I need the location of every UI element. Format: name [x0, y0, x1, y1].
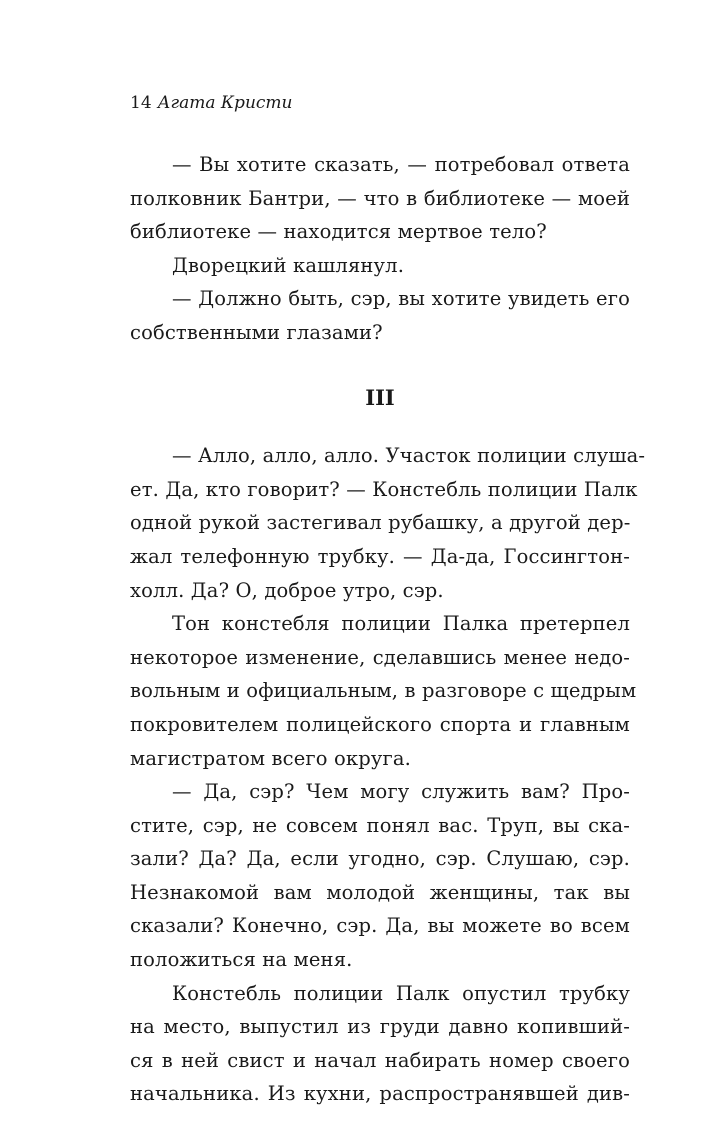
- author-name: Агата Кристи: [157, 93, 293, 113]
- text-line: — Да, сэр? Чем могу служить вам? Про-: [172, 780, 630, 804]
- text-line: библиотеке — находится мертвое тело?: [130, 220, 547, 244]
- text-line: — Должно быть, сэр, вы хотите увидеть его: [172, 287, 630, 311]
- text-block-part-1: [130, 148, 630, 350]
- text-line: холл. Да? О, доброе утро, сэр.: [130, 578, 444, 602]
- text-line: сказали? Конечно, сэр. Да, вы можете во всем: [130, 914, 630, 938]
- text-line: некоторое изменение, сделавшись менее недо-: [130, 645, 630, 669]
- text-line: полковник Бантри, — что в библиотеке — моей: [130, 186, 630, 210]
- running-head: [130, 92, 630, 114]
- text-line: собственными глазами?: [130, 320, 383, 344]
- text-line: — Алло, алло, алло. Участок полиции слуша-: [172, 444, 646, 468]
- text-line: ся в ней свист и начал набирать номер своего: [130, 1048, 630, 1072]
- text-line: Констебль полиции Палк опустил трубку: [172, 981, 630, 1005]
- text-line: Незнакомой вам молодой женщины, так вы: [130, 880, 630, 904]
- chapter-heading: III: [365, 384, 395, 410]
- text-line: жал телефонную трубку. — Да-да, Госсингтон-: [130, 544, 630, 568]
- text-line: положиться на меня.: [130, 948, 353, 972]
- text-line: вольным и официальным, в разговоре с щедрым: [130, 679, 637, 703]
- text-line: ет. Да, кто говорит? — Констебль полиции Палк: [130, 477, 638, 501]
- text-line: одной рукой застегивал рубашку, а другой дер-: [130, 511, 631, 535]
- book-page: [130, 92, 646, 1111]
- text-line: — Вы хотите сказать, — потребовал ответа: [172, 153, 630, 176]
- text-line: на место, выпустил из груди давно копивший-: [130, 1015, 630, 1039]
- text-line: Дворецкий кашлянул.: [172, 253, 405, 277]
- text-line: покровителем полицейского спорта и главным: [130, 712, 630, 736]
- page-number: 14: [130, 93, 152, 113]
- text-line: магистратом всего округа.: [130, 746, 411, 770]
- text-line: зали? Да? Да, если угодно, сэр. Слушаю, сэр.: [130, 847, 630, 871]
- text-block-part-2: [130, 439, 646, 1111]
- text-line: Тон констебля полиции Палка претерпел: [172, 612, 630, 636]
- text-line: начальника. Из кухни, распространявшей див-: [130, 1082, 630, 1106]
- text-line: стите, сэр, не совсем понял вас. Труп, вы ска-: [130, 813, 630, 837]
